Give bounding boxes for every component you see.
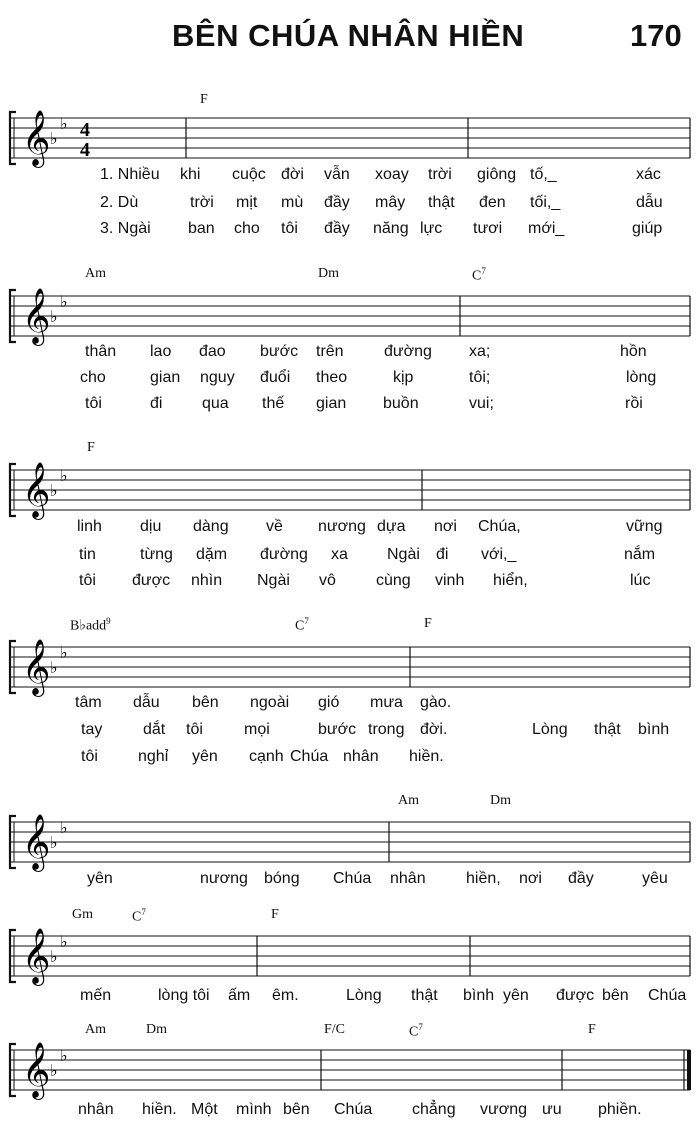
lyric-syllable: Một (191, 1101, 218, 1118)
lyric-syllable: lòng tôi (158, 987, 210, 1004)
lyric-syllable: trên (316, 343, 344, 360)
lyric-syllable: nơi (434, 518, 457, 535)
chord-symbol (324, 1022, 345, 1038)
lyric-syllable: Ngài (387, 546, 420, 563)
lyric-syllable: yên (503, 987, 529, 1004)
lyric-syllable: Chúa (333, 870, 372, 887)
lyric-syllable: dắt (143, 721, 166, 738)
lyric-syllable: gian (150, 369, 181, 386)
lyric-syllable: Lòng (346, 987, 382, 1004)
chord-symbol (271, 907, 279, 923)
lyric-syllable: tôi (81, 748, 98, 765)
song-number: 170 (630, 18, 682, 53)
lyric-syllable: mến (80, 987, 112, 1004)
flat-sign: ♭ (60, 292, 68, 311)
lyric-syllable: Ngài (257, 572, 290, 589)
lyric-syllable: được (132, 572, 171, 589)
lyric-syllable: lao (150, 343, 172, 360)
lyric-syllable: bước (260, 343, 299, 360)
chord-symbol (398, 793, 419, 809)
lyric-syllable: nhân (78, 1101, 114, 1118)
lyric-syllable: đao (199, 343, 226, 360)
chord-label: Dm (146, 1022, 167, 1037)
lyric-syllable: xa; (469, 343, 491, 360)
chord-label: Am (85, 1022, 106, 1037)
flat-sign: ♭ (60, 643, 68, 662)
chord-symbol (588, 1022, 596, 1038)
lyric-syllable: dẫu (133, 694, 160, 711)
lyric-syllable: thật (594, 721, 621, 738)
lyric-syllable: gào. (420, 694, 452, 711)
lyric-syllable: 2. Dù (100, 194, 139, 211)
treble-clef: 𝄞 (22, 928, 51, 984)
lyric-syllable: bình (638, 721, 670, 738)
chord-symbol (424, 616, 432, 632)
chord-symbol (295, 616, 309, 635)
chord-label: Dm (490, 793, 511, 808)
lyric-syllable: hiền, (466, 870, 501, 887)
flat-sign: ♭ (60, 466, 68, 485)
lyric-syllable: giông (477, 166, 517, 183)
lyric-syllable: vững (626, 518, 663, 535)
staff (0, 108, 700, 168)
lyric-syllable: đường (260, 546, 308, 563)
lyric-syllable: đầy (324, 194, 350, 211)
lyric-syllable: tươi (473, 220, 503, 237)
lyric-syllable: Chúa, (478, 518, 521, 535)
staff (0, 926, 700, 986)
lyric-syllable: dặm (196, 546, 228, 563)
treble-clef: 𝄞 (22, 639, 51, 695)
lyric-syllable: dựa (377, 518, 406, 535)
lyric-syllable: lúc (630, 572, 651, 589)
treble-clef: 𝄞 (22, 462, 51, 518)
lyric-syllable: bóng (264, 870, 300, 887)
chord-symbol (132, 907, 146, 926)
lyric-syllable: vô (319, 572, 336, 589)
chord-label: C (132, 909, 142, 925)
lyric-syllable: tối,_ (530, 194, 561, 211)
chord-symbol (70, 616, 111, 635)
lyric-syllable: yêu (642, 870, 668, 887)
lyric-syllable: tin (79, 546, 96, 563)
lyric-syllable: hiền. (409, 748, 444, 765)
chord-superscript: 7 (481, 266, 486, 276)
lyric-syllable: đầy (324, 220, 350, 237)
chord-label: F (424, 616, 432, 631)
lyric-syllable: đầy (568, 870, 594, 887)
lyric-syllable: vinh (435, 572, 465, 589)
lyric-syllable: rồi (625, 395, 643, 412)
flat-sign: ♭ (50, 1061, 58, 1080)
time-signature: 4 (80, 119, 90, 141)
lyric-syllable: đen (479, 194, 506, 211)
lyric-syllable: trong (368, 721, 405, 738)
treble-clef: 𝄞 (22, 110, 51, 166)
lyric-syllable: yên (87, 870, 113, 887)
lyric-syllable: vẫn (324, 166, 350, 183)
lyric-syllable: Chúa (334, 1101, 373, 1118)
lyric-syllable: đời (281, 166, 304, 183)
chord-label: C (295, 618, 305, 634)
lyric-syllable: mịt (236, 194, 258, 211)
lyric-syllable: tôi (281, 220, 298, 237)
lyric-syllable: buồn (383, 395, 419, 412)
flat-sign: ♭ (60, 818, 68, 837)
lyric-syllable: trời (190, 194, 214, 211)
chord-label: Am (398, 793, 419, 808)
chord-superscript: 7 (141, 907, 146, 917)
lyric-syllable: đời. (420, 721, 448, 738)
lyric-syllable: 1. Nhiều (100, 166, 160, 183)
lyric-syllable: mới_ (528, 220, 565, 237)
chord-label: C (472, 268, 482, 284)
flat-sign: ♭ (60, 932, 68, 951)
lyric-syllable: chẳng (412, 1101, 456, 1118)
treble-clef: 𝄞 (22, 288, 51, 344)
lyric-syllable: bên (192, 694, 219, 711)
lyric-syllable: tôi (79, 572, 96, 589)
lyric-syllable: êm. (272, 987, 299, 1004)
lyric-syllable: tôi; (469, 369, 491, 386)
lyric-syllable: Chúa (648, 987, 687, 1004)
lyric-syllable: ban (188, 220, 215, 237)
lyric-syllable: nguy (200, 369, 235, 386)
chord-label: F/C (324, 1022, 346, 1037)
lyric-syllable: gian (316, 395, 347, 412)
lyric-syllable: nương (318, 518, 366, 535)
lyric-syllable: bình (463, 987, 495, 1004)
lyric-syllable: nương (200, 870, 248, 887)
lyric-syllable: hiền. (142, 1101, 177, 1118)
lyric-syllable: năng (373, 220, 409, 237)
flat-sign: ♭ (50, 947, 58, 966)
lyric-syllable: cuộc (232, 166, 266, 183)
staff (0, 637, 700, 697)
lyric-syllable: dàng (193, 518, 229, 535)
lyric-syllable: nhân (390, 870, 426, 887)
lyric-syllable: mây (375, 194, 406, 211)
lyric-syllable: ấm (228, 987, 251, 1004)
lyric-syllable: lực (420, 220, 443, 237)
flat-sign: ♭ (60, 1046, 68, 1065)
chord-label: F (87, 440, 95, 455)
chord-label: F (271, 907, 279, 922)
chord-label: Am (85, 266, 106, 281)
lyric-syllable: tay (81, 721, 103, 738)
lyric-syllable: dẫu (636, 194, 663, 211)
lyric-syllable: tôi (186, 721, 203, 738)
lyric-syllable: hồn (620, 343, 647, 360)
lyric-syllable: Lòng (532, 721, 568, 738)
lyric-syllable: giúp (632, 220, 663, 237)
lyric-syllable: đuổi (260, 369, 291, 386)
lyric-syllable: bên (602, 987, 629, 1004)
chord-symbol (87, 440, 95, 456)
lyric-syllable: ưu (542, 1101, 562, 1118)
lyric-syllable: mưa (370, 694, 403, 711)
lyric-syllable: nghỉ (138, 748, 169, 765)
lyric-syllable: đi (150, 395, 163, 412)
lyric-syllable: được (556, 987, 595, 1004)
lyric-syllable: dịu (140, 518, 162, 535)
lyric-syllable: thật (428, 194, 455, 211)
lyric-syllable: nhân (343, 748, 379, 765)
lyric-syllable: theo (316, 369, 348, 386)
lyric-syllable: kịp (393, 369, 414, 386)
lyric-syllable: Chúa (290, 748, 329, 765)
lyric-syllable: hiển, (493, 572, 528, 589)
lyric-syllable: gió (318, 694, 340, 711)
chord-label: Dm (318, 266, 339, 281)
treble-clef: 𝄞 (22, 1042, 51, 1098)
lyric-syllable: bước (318, 721, 357, 738)
lyric-syllable: lòng (626, 369, 657, 386)
chord-symbol (200, 92, 208, 108)
lyric-syllable: mình (236, 1101, 272, 1118)
treble-clef: 𝄞 (22, 814, 51, 870)
lyric-syllable: vương (480, 1101, 527, 1118)
chord-symbol (85, 1022, 106, 1038)
lyric-syllable: thân (85, 343, 117, 360)
lyric-syllable: cho (80, 369, 106, 386)
chord-symbol (85, 266, 106, 282)
lyric-syllable: mù (281, 194, 304, 211)
chord-superscript: 9 (106, 616, 111, 626)
chord-symbol (146, 1022, 167, 1038)
chord-superscript: 7 (304, 616, 309, 626)
lyric-syllable: qua (202, 395, 229, 412)
lyric-syllable: trời (428, 166, 452, 183)
lyric-syllable: linh (77, 518, 102, 535)
staff (0, 286, 700, 346)
lyric-syllable: khi (180, 166, 201, 183)
flat-sign: ♭ (50, 129, 58, 148)
chord-label: B♭add (70, 618, 107, 634)
lyric-syllable: xác (636, 166, 661, 183)
chord-superscript: 7 (418, 1022, 423, 1032)
flat-sign: ♭ (50, 307, 58, 326)
lyric-syllable: cùng (376, 572, 411, 589)
lyric-syllable: xoay (375, 166, 409, 183)
lyric-syllable: nhìn (191, 572, 223, 589)
chord-label: F (588, 1022, 596, 1037)
lyric-syllable: vui; (469, 395, 494, 412)
chord-label: Gm (72, 907, 93, 922)
lyric-syllable: tôi (85, 395, 102, 412)
lyric-syllable: yên (192, 748, 218, 765)
lyric-syllable: mọi (244, 721, 270, 738)
lyric-syllable: bên (283, 1101, 310, 1118)
lyric-syllable: nắm (624, 546, 656, 563)
flat-sign: ♭ (60, 114, 68, 133)
lyric-syllable: đường (384, 343, 432, 360)
lyric-syllable: 3. Ngài (100, 220, 151, 237)
staff (0, 812, 700, 872)
lyric-syllable: cho (234, 220, 260, 237)
page-title: BÊN CHÚA NHÂN HIỀN (172, 18, 525, 53)
lyric-syllable: phiền. (598, 1101, 642, 1118)
lyric-syllable: xa (331, 546, 348, 563)
lyric-syllable: ngoài (250, 694, 290, 711)
lyric-syllable: với,_ (481, 546, 517, 563)
chord-symbol (72, 907, 93, 923)
lyric-syllable: tố,_ (530, 166, 557, 183)
lyric-syllable: thật (411, 987, 438, 1004)
time-signature: 4 (80, 139, 90, 161)
staff (0, 1040, 700, 1100)
lyric-syllable: về (266, 518, 283, 535)
chord-symbol (490, 793, 511, 809)
lyric-syllable: đi (436, 546, 449, 563)
lyric-syllable: từng (140, 546, 173, 563)
lyric-syllable: nơi (519, 870, 542, 887)
chord-symbol (409, 1022, 423, 1041)
chord-label: F (200, 92, 208, 107)
lyric-syllable: cạnh (249, 748, 284, 765)
staff (0, 460, 700, 520)
lyric-syllable: tâm (75, 694, 102, 711)
flat-sign: ♭ (50, 658, 58, 677)
chord-label: C (409, 1024, 419, 1040)
chord-symbol (472, 266, 486, 285)
flat-sign: ♭ (50, 481, 58, 500)
flat-sign: ♭ (50, 833, 58, 852)
chord-symbol (318, 266, 339, 282)
lyric-syllable: thế (262, 395, 285, 412)
